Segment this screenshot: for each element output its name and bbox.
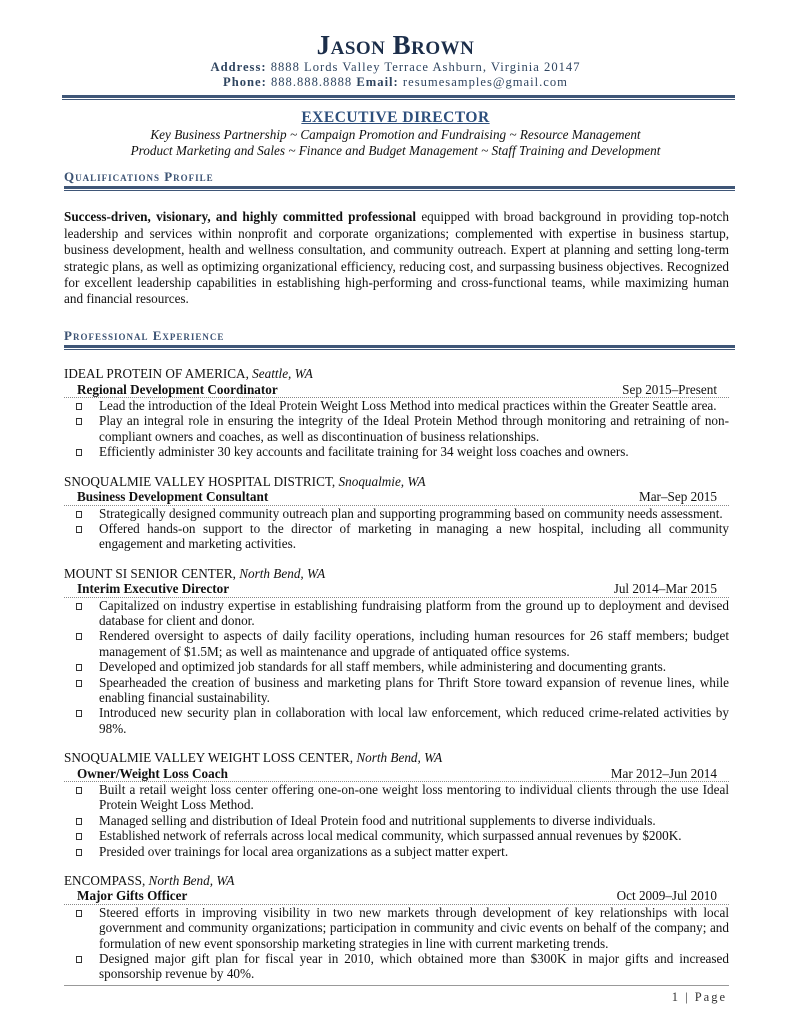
bullet-list <box>64 598 729 737</box>
section-heading-experience <box>64 328 735 350</box>
summary-lead: Success-driven, visionary, and highly committed professional <box>64 209 417 225</box>
role-title: Owner/Weight Loss Coach <box>77 765 228 781</box>
job-entry <box>64 873 729 982</box>
footer-divider <box>64 985 729 986</box>
phone: 888.888.8888 <box>270 75 353 89</box>
role-title: Business Development Consultant <box>77 489 269 505</box>
company-location: Seattle, WA <box>252 366 313 382</box>
address-label: Address: <box>210 60 267 74</box>
role-line <box>64 489 729 505</box>
company-name: MOUNT SI SENIOR CENTER, <box>64 565 236 581</box>
bullet-item: Capitalized on industry expertise in establishing fundraising platform from the ground up to deployment and devised database for client and donor. <box>99 597 729 628</box>
bullet-item: Lead the introduction of the Ideal Protein Weight Loss Method into medical practices within the Greater Seattle area. <box>99 398 729 413</box>
email-label: Email: <box>356 75 399 89</box>
company-line <box>64 474 729 489</box>
job-entry <box>64 366 729 459</box>
company-location: Snoqualmie, WA <box>338 473 426 489</box>
bullet-item: Established network of referrals across local medical community, which surpassed annual revenues by $200K. <box>99 828 729 843</box>
keywords-line: Product Marketing and Sales ~ Finance and Budget Management ~ Staff Training and Development <box>130 143 661 158</box>
bullet-item: Efficiently administer 30 key accounts and facilitate training for 34 weight loss coaches and owners. <box>99 444 729 459</box>
header-divider <box>62 95 735 100</box>
job-entry <box>64 566 729 736</box>
company-name: SNOQUALMIE VALLEY HOSPITAL DISTRICT, <box>64 473 336 489</box>
summary-text: equipped with broad background in providing top-notch leadership and services within nonprofit and corporate organizations; complemented with expertise in business startup, business development, health and wellness consultation, and community outreach. Expert at planning and setting long-term strategic plans, as well as optimizing organizational efficiency, reducing cost, and surpassing business objectives. Recognized for excellent leadership capabilities in establishing high-performing and cross-functional teams, while maximizing human and financial resources. <box>64 209 729 307</box>
bullet-item: Presided over trainings for local area organizations as a subject matter expert. <box>99 844 729 859</box>
role-dates: Jul 2014–Mar 2015 <box>613 581 717 597</box>
job-entry <box>64 750 729 859</box>
role-line <box>64 888 729 904</box>
bullet-list <box>64 506 729 552</box>
bullet-item: Introduced new security plan in collaboration with local law enforcement, which reduced crime-related activities by 98%. <box>99 705 729 736</box>
company-name: IDEAL PROTEIN OF AMERICA, <box>64 366 249 382</box>
bullet-item: Play an integral role in ensuring the integrity of the Ideal Protein Method through monitoring and retraining of non-compliant owners and coaches, as well as discontinuation of business relationships. <box>99 413 729 444</box>
section-heading-qualifications <box>64 169 735 191</box>
company-line <box>64 750 729 765</box>
bullet-list <box>64 782 729 859</box>
candidate-name: Jason Brown <box>316 30 475 60</box>
role-line <box>64 382 729 398</box>
role-dates: Sep 2015–Present <box>622 381 717 397</box>
bullet-item: Spearheaded the creation of business and marketing plans for Thrift Store toward expansion of revenue lines, while enabling financial sustainability. <box>99 674 729 705</box>
phone-label: Phone: <box>223 75 267 89</box>
role-title: Interim Executive Director <box>77 581 230 597</box>
role-line <box>64 581 729 597</box>
section-divider <box>64 186 735 191</box>
section-title: Qualifications Profile <box>64 169 214 184</box>
bullet-list <box>64 905 729 982</box>
section-divider <box>64 345 735 350</box>
qualifications-summary <box>64 209 729 307</box>
email: resumesamples@gmail.com <box>402 75 568 89</box>
role-line <box>64 766 729 782</box>
role-title: Regional Development Coordinator <box>77 381 278 397</box>
company-location: North Bend, WA <box>239 565 326 581</box>
role-dates: Oct 2009–Jul 2010 <box>616 888 717 904</box>
section-title: Professional Experience <box>64 327 225 343</box>
job-target-title: EXECUTIVE DIRECTOR <box>301 109 490 126</box>
company-line <box>64 366 729 381</box>
job-entry <box>64 474 729 552</box>
bullet-item: Steered efforts in improving visibility in two new markets through development of key relationships with local government and community organizations; participation in community and civic events on behalf of the company; and formulation of new event sponsorship marketing strategies in line with current marketing trends. <box>99 904 729 951</box>
bullet-item: Managed selling and distribution of Ideal Protein food and nutritional supplements to diverse individuals. <box>99 813 729 828</box>
bullet-item: Designed major gift plan for fiscal year in 2010, which obtained more than $300K in major gifts and increased sponsorship revenue by 40%. <box>99 951 729 982</box>
company-name: SNOQUALMIE VALLEY WEIGHT LOSS CENTER, <box>64 750 354 766</box>
company-line <box>64 566 729 581</box>
bullet-item: Strategically designed community outreach plan and supporting programming based on community needs assessment. <box>99 506 729 521</box>
role-dates: Mar–Sep 2015 <box>638 489 717 505</box>
company-line <box>64 873 729 888</box>
bullet-item: Developed and optimized job standards for all staff members, while administering and documenting grants. <box>99 659 729 674</box>
role-title: Major Gifts Officer <box>77 888 188 904</box>
bullet-item: Offered hands-on support to the director of marketing in managing a new hospital, including all community engagement and marketing activities. <box>99 520 729 552</box>
bullet-item: Rendered oversight to aspects of daily facility operations, including human resources for 26 staff members; budget management of $1.5M; as well as maintenance and upgrade of antiquated office systems. <box>99 628 729 659</box>
address-line <box>0 60 791 75</box>
contact-line <box>0 75 791 90</box>
bullet-item: Built a retail weight loss center offering one-on-one weight loss mentoring to individual clients through the use Ideal Protein Weight Loss Method. <box>99 782 729 813</box>
resume-header <box>0 0 791 90</box>
page-number: 1 | Page <box>671 990 727 1004</box>
role-dates: Mar 2012–Jun 2014 <box>610 765 717 781</box>
keywords-line: Key Business Partnership ~ Campaign Promotion and Fundraising ~ Resource Management <box>150 127 641 142</box>
company-location: North Bend, WA <box>148 873 235 889</box>
company-name: ENCOMPASS, <box>64 873 146 889</box>
address: 8888 Lords Valley Terrace Ashburn, Virginia 20147 <box>270 60 581 74</box>
bullet-list <box>64 398 729 460</box>
company-location: North Bend, WA <box>356 750 443 766</box>
